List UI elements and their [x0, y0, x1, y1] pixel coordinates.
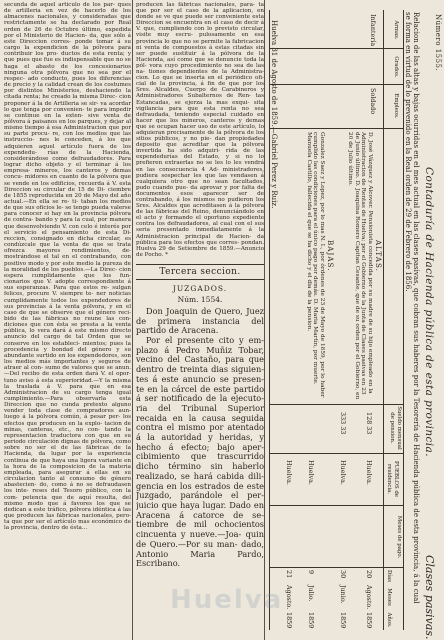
court-heading: JUZGADOS. [172, 283, 228, 293]
header-mes: Meses [386, 588, 392, 606]
section-title: Tercera seccion. [136, 264, 264, 280]
table-footer: Huelva 31 de Agosto de 1859.—Gabriel Perez y Ruiz. [270, 20, 278, 209]
left-column-text: secunda de aquel articulo de los par- ques de artilleria en vez de hacerlo de los almacenes nacionales, y consideradas que restrictamente se ha declarado por Real orden de 26 de Octubre último, expedida por el Ministerio de Hacien- da, que sólo á este Direccion corres- ponde tomar á su cargo la expendicion de la pólvora para contribuir los pro- ductos de esta renta; y que pues que fue es indispensable que no se haga el abasto de los concesionarios ninguna otra pólvora que no sea por el respec- ado conducto, pues los diferencias de precio y la calidad crean de los costumes por distintos Ministerios, deshaciendo la citada renta; he creado la misma Direc- cion proponer á la de Artilleria se sir- va acordar lo que tenga por convenien- te para impedir se continue en la exten- sive venta de pólvora á paisanos en los parques, y dejar al mismo tiempo á esa Administracion que por su parte procu- re, con los medios que las instruccio- nes le conceden, á los que adquieren aquel artículo fuera de los expendedu- rías de la Hacienda, considerándose como defraudadores. Para lograr dicho objeto y el terminar á los empresa- mineros, los canteros y demas concu- midores en cuanto de la pólvora que se vende en los edificios, recuerda á V. esta Direccion su circular de 15 de Di- ciembre de 1855 reproducida en 20 de Mayo del año actual.—En ella se re- ti- taban los medios de que sus oficios le- se tengo pueda valerse para conocer si hay en la provincia pólvora de contra- bando y para la cual, por manera que desenvolviendo V. con celo é interés por el servicio el pensamiento de esta Di- reccion, consignado en dicha circular, es condúzcale que la venta de que se trata ofrezca mayores rendimientos, de- mostrándose el tal en el contrabando, con positivo modo y por este medio la pureza de la moralidad de los pueblos.—La Direc- cion espera cumplidamente que los fun- cionarios que V. adopte correspondiente á sus esperanzas. Para que estos re- sulgan felices, procure V. siempre te- ner noticias cumplidamente todos los expendedores de sus provincias á la venta pólvora, y en el caso de que se observe que el género reci- bido de las fábricas no reune las con- diciones que con ésta se presta a la venta pública, lo vera dará á este mismo directo anuncio del cargo de tal Orden que se conserve en los estableci- mientos; pues la procedencia y bondad del género y su abundante surtido en los expendedores, son los medios más importantes y seguros de atraer al con- sumo de valores que se anun.—Del recibo de esta orden dará V. el opor- tuno aviso á esta superioridad.—Y la misma la traslada á V. para que en esa Administracion de su cargo tenga igual cumplimiento.—Para observarla esta Direccion que no cunda pretexto alguno vender toda clase de compradores aun- luego á la pólvora común, á pesar per- los efectos que producen en la explo- tacion de minas, canteras, etc., no con- tando la representacion traductora con que en su periodo circulación dignas de pólvora, como sobre no ser el de las fábricas de la Hacienda, da lugar por la experiencia continua de que haya una ligera variante en la hora de la composicion de la materia empleada, para asegurar á ellas en su circulacion tanto al consumo de género abastecien- do, como á no se defraudasen los inte- reses del Tesoro público, con la com- petencia que de aquí resulta, del mismo modo que á favores los que se dedican a este tráfico, pólvora idéntica á las que producen las fábricas nacionales, pero- ta que por ser el artículo mas económico de la provincia, dentro de ésta... [4, 2, 131, 532]
middle-column [136, 2, 264, 638]
row-month: Julio. [307, 585, 315, 602]
bajas-notes: Gonzalez Saez y Lopez, por lo mas N. I., por órdenes de 23 de Mayo de 1859, por lo haber cumplido las condiciones para el único pago por demás. D. Maria Martín, por muerte. Manuela Castillo, fallecida el que se ha dicho y el dia de la pension. [305, 132, 325, 398]
empleo-value: Soldado [369, 88, 377, 115]
table-intro: Relacion de las altas y bajas ocurridas en el mes actual en las clases pasivas, que cobran sus haberes por la Tesorería de Hacienda pública de esta provincia, á la cual se forma en virtud de lo prevenido en la Real orden de 29 de Febrero de 1856. [404, 12, 420, 604]
table-rule [383, 10, 384, 630]
header-armas: Armas. [393, 20, 399, 40]
header-sueldo: Sueldo mensual de pension. [388, 406, 402, 450]
row-days: 21 [285, 570, 293, 579]
table-grid [269, 10, 404, 630]
table-heading: Contaduría de Hacienda pública de esta provincia. [423, 167, 435, 457]
table-rule [270, 567, 404, 568]
table-number: Número 1555. [434, 14, 442, 72]
section-altas: ALTAS. [374, 240, 383, 272]
edict [136, 307, 264, 569]
header-grados: Grados. [393, 56, 399, 78]
row-town: Huelva. [307, 460, 315, 485]
rotated-table-area [264, 0, 444, 640]
altas-notes: D. José Vázquez y Alcover. Pensionista concedida por su madre de su hijo empleado en la Administracion de Rentas de Huelva; por el Gobierno de la Junta de Clases pasivas en 23 de Junio último. D. Joaquina Romero Capitan Cesante, que de su orden por el Gobierno, en 20 de Julio último. [347, 132, 373, 400]
section-bajas: BAJAS. [326, 240, 335, 272]
row-month: Agosto. [285, 585, 293, 610]
row-town: Huelva. [365, 460, 373, 485]
table-rule [270, 128, 404, 129]
row-pay: 128 33 [365, 412, 373, 435]
pensions-table [264, 0, 444, 640]
row-month: Agosto. [365, 585, 373, 610]
row-days: 9 [307, 570, 315, 575]
row-year: 1859 [339, 612, 347, 629]
row-town: Huelva. [339, 460, 347, 485]
table-heading-right: Clases pasivas. [423, 555, 436, 640]
table-rule [270, 404, 404, 405]
table-rule [270, 48, 404, 49]
column-divider [132, 0, 133, 640]
row-month: Junio. [339, 585, 347, 604]
document-number: Núm. 1554. [177, 294, 223, 304]
edict-opening: Don Joaquin de Quero, Juez de primera instancia del partido de Aracena. [136, 305, 264, 336]
header-meses: Meses de pago. [396, 515, 402, 559]
table-rule [403, 10, 404, 630]
header-empleos: Empleos. [393, 93, 399, 119]
header-anos: Años. [386, 612, 392, 628]
row-days: 20 [365, 570, 373, 579]
middle-column-text: producen las fábricas nacionales, para- ta que por ser el caso de la aplicacion, en donde se ve que puede ser conveniente esta Direccion se encuentra en el caso de decir á V. que, cumpliendo con lo previsto circular, visite muy escru- pulosamente en esa provincia lo que no se permite la fabricacion ni venta de compuestos á estas citadas sin ser puede sustituir á la pólvora de la Hacienda, así como que se denuncie toda la pól- vora cuyo procedimiento no sea de las na- tiones dependientes de la Administra- cion. Lo que se inserta en el periódico ofi- cial de la provincia, á fin de que por los Sres. Alcaldes, Cuerpo de Carabineros y Administradores Subalternos de Ren- tas Estancadas, se ejerza la mas exqui- sita vigilancia para que esta renta no sea defraudada, teniendo especial cuidado en hacer que los mineros, canteros y demas que se ocupan hacer uso de este artículo, lo adquieran precisamente de la pólvora de los sitios públicos, y no pie- dan propiedades deposito que acreditar que la pólvora invertida ha sido adquiri- rida de las expendedurías del Estado, y si no lo prefieren extraerlas no se les lo les vendrá en las consecuencia 4 Ad- ministradores, pudiera sospechar les que las vendasen á cualquiera otro que no sean facultados, pudo cuando pue- da aprovar y por falta de documentos esos aparecer ser de contrabando, á los mismos no pudieron los Sres. Alcaldes que acreditasen á la pólvora de las fábricas del Reino, denunciándolo en el acto y formando el oportuno expediente contra los defraudadores, al cual con el sus seria presentado inmediatamente á la Administracion principal de Hacien- da pública para los efectos que corres- pondan. Huelva 29 de Setiembre de 1859.—Anuncio de Pocho. * [136, 2, 264, 258]
row-year: 1859 [307, 612, 315, 629]
watermark: Huelva [170, 585, 284, 615]
row-pay: 333 33 [339, 412, 347, 435]
row-days: 30 [339, 570, 347, 579]
header-pueblos: PUEBLOS de residencia. [385, 460, 399, 498]
armas-value: Infantería [369, 14, 377, 47]
edict-body: Por el presente cito y em- plazo á Pedro Muñiz Tobar, vecino del Castaño, para que dentro de treinta dias siguien- tes á este anuncio se presen- te en la cárcel de este partido á ser notificado de la ejecuto- ria del Tribunal Superior recaida en la causa seguida contra el mismo por atentado á la autoridad y heridas, y hecho á efecto; bajo aper- cibimiento que trascurrido dicho término sin haberlo realizado, se hará cabida dili- gencia en los estrados de este Juzgado, parándole el per- juicio que haya lugar. Dado en Aracena á catorce de se- tiembre de mil ochocientos cincuenta y nueve.—Joa- quin de Quero.—Por su man- dado, Antonio Maria Pardo, Escribano. [136, 335, 264, 569]
row-year: 1859 [285, 612, 293, 629]
table-rule [270, 453, 404, 454]
table-rule [270, 84, 404, 85]
row-town: Huelva. [285, 460, 293, 485]
table-rule [270, 505, 404, 506]
row-year: 1859 [365, 612, 373, 629]
header-dias: Días [386, 569, 392, 583]
